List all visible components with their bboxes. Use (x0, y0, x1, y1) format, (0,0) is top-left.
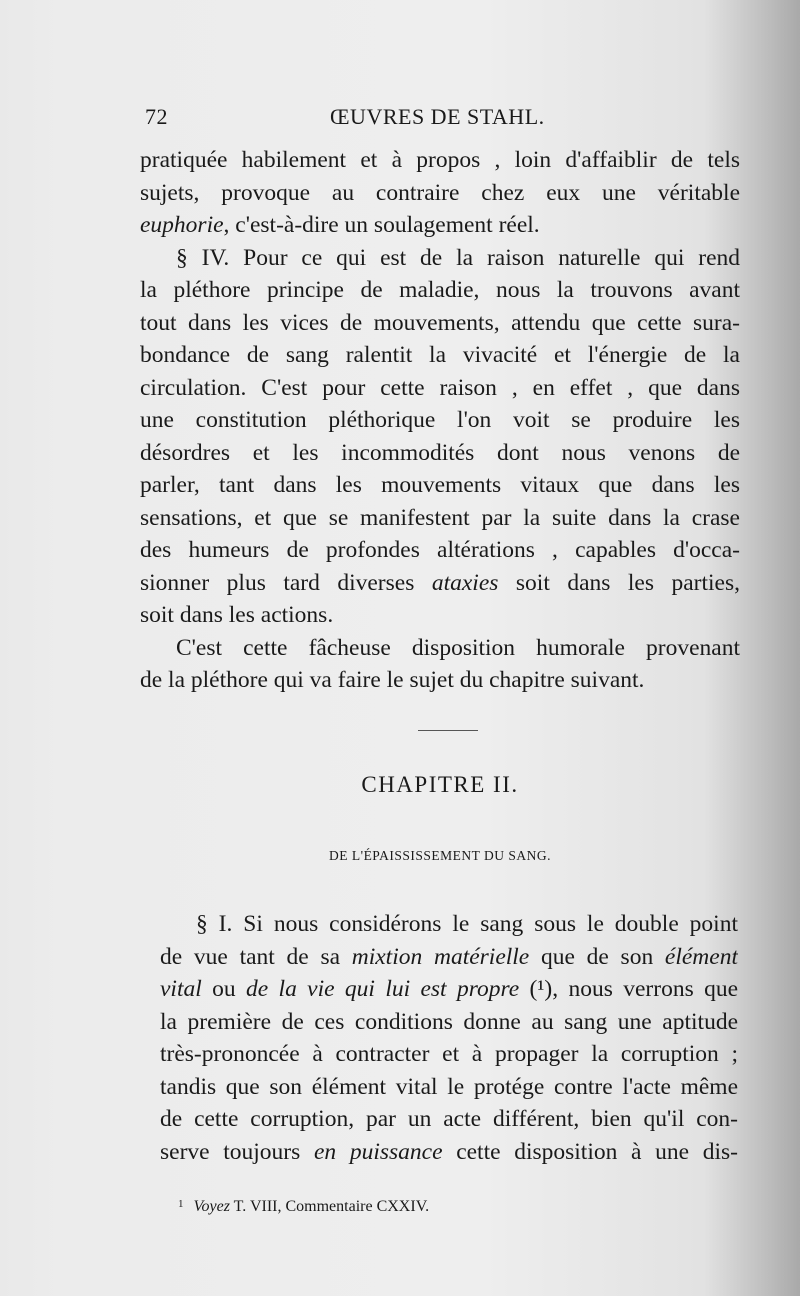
text-line: désordres et les incommodités dont nous venons de (140, 439, 740, 466)
chapter-subtitle: DE L'ÉPAISSISSEMENT DU SANG. (329, 848, 551, 863)
footnote-mark: 1 (178, 1198, 184, 1210)
text-line: bondance de sang ralentit la vivacité et l'énergie de la (140, 342, 740, 368)
text-line: parler, tant dans les mouvements vitaux que dans les (140, 472, 740, 498)
page-number: 72 (145, 104, 168, 129)
text-line: sujets, provoque au contraire chez eux une véritable (140, 179, 740, 206)
section-divider (418, 730, 478, 731)
body-text-bottom (160, 908, 738, 1168)
text-line: la pléthore principe de maladie, nous la trouvons avant (140, 277, 740, 303)
text-line: la première de ces conditions donne au sang une aptitude (160, 1008, 738, 1035)
text-line: sensations, et que se manifestent par la suite dans la crase (140, 504, 740, 531)
text-line: vital ou de la vie qui lui est propre (¹), nous verrons que (160, 976, 738, 1002)
text-line: très-prononcée à contracter et à propager la corruption ; (160, 1041, 738, 1067)
footnote-ref: Voyez (193, 1198, 230, 1215)
footnote-text: T. VIII, Commentaire CXXIV. (233, 1198, 430, 1215)
text-line: soit dans les actions. (140, 602, 334, 628)
text-line: de cette corruption, par un acte différent, bien qu'il con- (160, 1106, 738, 1132)
text-line: C'est cette fâcheuse disposition humorale provenant (176, 634, 740, 661)
text-line: des humeurs de profondes altérations , capables d'occa- (140, 537, 740, 563)
text-line: pratiquée habilement et à propos , loin d'affaiblir de tels (140, 147, 740, 173)
text-line: une constitution pléthorique l'on voit se produire les (140, 407, 740, 433)
text-line: sionner plus tard diverses ataxies soit dans les parties, (140, 569, 740, 596)
text-line: tandis que son élément vital le protége contre l'acte même (160, 1073, 738, 1100)
footnote (178, 1198, 429, 1216)
text-line: serve toujours en puissance cette disposition à une dis- (160, 1138, 738, 1165)
text-line: circulation. C'est pour cette raison , en effet , que dans (140, 374, 740, 401)
chapter-title: CHAPITRE II. (361, 772, 519, 797)
text-line: tout dans les vices de mouvements, attendu que cette sura- (140, 309, 740, 336)
running-title: ŒUVRES DE STAHL. (330, 104, 545, 129)
text-line: § I. Si nous considérons le sang sous le double point (196, 911, 738, 937)
text-line: de vue tant de sa mixtion matérielle que de son élément (160, 943, 738, 970)
page-header (140, 104, 740, 134)
text-line: § IV. Pour ce qui est de la raison naturelle qui rend (176, 244, 740, 271)
text-line: de la pléthore qui va faire le sujet du chapitre suivant. (140, 667, 645, 693)
body-text-top (140, 144, 740, 697)
text-line: euphorie, c'est-à-dire un soulagement réel. (140, 212, 540, 238)
